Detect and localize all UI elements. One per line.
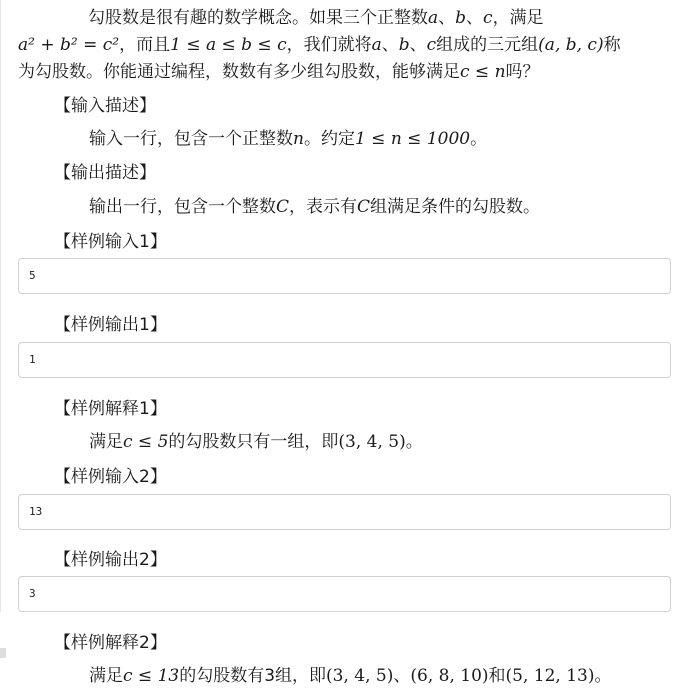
- desc-text: 。约定: [303, 129, 355, 149]
- math-condition: c ≤ 5: [123, 432, 169, 452]
- input-description: [89, 124, 487, 149]
- separator: 、: [381, 35, 399, 55]
- statement-text: 组成的三元组: [436, 35, 539, 55]
- math-triple: (5, 12, 13): [505, 666, 595, 686]
- math-var: b: [398, 35, 410, 55]
- explain-text: 的勾股数有3组，即: [179, 666, 327, 686]
- statement-text: 为勾股数。你能通过编程，数数有多少组勾股数，能够满足: [18, 62, 460, 82]
- statement-text: ，而且: [119, 35, 171, 55]
- statement-text: 吗？: [505, 62, 540, 82]
- math-var: a: [371, 35, 382, 55]
- explain-text: 。: [594, 666, 612, 686]
- left-edge-marker: [0, 648, 6, 658]
- output-description: [89, 192, 540, 217]
- sample-input-2-box[interactable]: 13: [18, 494, 671, 530]
- explain-text: 和: [488, 666, 506, 686]
- explain-text: 。: [405, 432, 423, 452]
- math-var: C: [357, 197, 371, 217]
- separator: 、: [409, 35, 427, 55]
- statement-line-3: [18, 59, 668, 86]
- sample-output-1-heading: 【样例输出1】: [54, 315, 167, 335]
- statement-line-1: [18, 5, 668, 32]
- sample-input-1-heading: 【样例输入1】: [54, 232, 167, 252]
- math-var: b: [455, 8, 467, 28]
- math-var: c: [483, 8, 493, 28]
- desc-text: 输入一行，包含一个正整数: [89, 129, 293, 149]
- math-var: n: [293, 129, 304, 149]
- explain-text: 满足: [89, 666, 123, 686]
- statement-text: 勾股数是很有趣的数学概念。如果三个正整数: [88, 8, 428, 28]
- problem-statement: [18, 5, 668, 86]
- sample-output-2-box[interactable]: 3: [18, 576, 671, 612]
- math-triple: (3, 4, 5): [326, 666, 394, 686]
- math-condition: c ≤ 13: [123, 666, 180, 686]
- sample-output-1-box[interactable]: 1: [18, 342, 671, 378]
- math-range: 1 ≤ n ≤ 1000: [354, 129, 471, 149]
- statement-text: ，我们就将: [286, 35, 372, 55]
- sample-output-2-heading: 【样例输出2】: [54, 550, 167, 570]
- math-var: c: [426, 35, 437, 55]
- sample-input-2-heading: 【样例输入2】: [54, 467, 167, 487]
- output-description-heading: 【输出描述】: [54, 163, 156, 183]
- sample-explain-1: [89, 427, 423, 452]
- sample-explain-2-heading: 【样例解释2】: [54, 633, 167, 653]
- math-condition: 1 ≤ a ≤ b ≤ c: [170, 35, 287, 55]
- math-var: a: [428, 8, 439, 28]
- sample-explain-1-heading: 【样例解释1】: [54, 399, 167, 419]
- desc-text: 组满足条件的勾股数。: [370, 197, 541, 217]
- math-var: C: [276, 197, 290, 217]
- separator: 、: [393, 666, 411, 686]
- explain-text: 满足: [89, 432, 123, 452]
- statement-text: ，满足: [492, 8, 544, 28]
- statement-text: 称: [603, 35, 621, 55]
- desc-text: ，表示有: [289, 197, 358, 217]
- math-triple: (a, b, c): [538, 35, 604, 55]
- explain-text: 的勾股数只有一组，即: [168, 432, 339, 452]
- math-condition: c ≤ n: [460, 62, 506, 82]
- math-equation: a² + b² = c²: [18, 35, 120, 55]
- desc-text: 输出一行，包含一个整数: [89, 197, 276, 217]
- input-description-heading: 【输入描述】: [54, 96, 156, 116]
- statement-line-2: [18, 32, 668, 59]
- sample-explain-2: [89, 661, 612, 686]
- desc-text: 。: [470, 129, 488, 149]
- left-edge-line: [0, 0, 1, 612]
- sample-input-1-box[interactable]: 5: [18, 258, 671, 294]
- separator: 、: [438, 8, 456, 28]
- math-triple: (6, 8, 10): [410, 666, 489, 686]
- separator: 、: [466, 8, 484, 28]
- math-triple: (3, 4, 5): [338, 432, 406, 452]
